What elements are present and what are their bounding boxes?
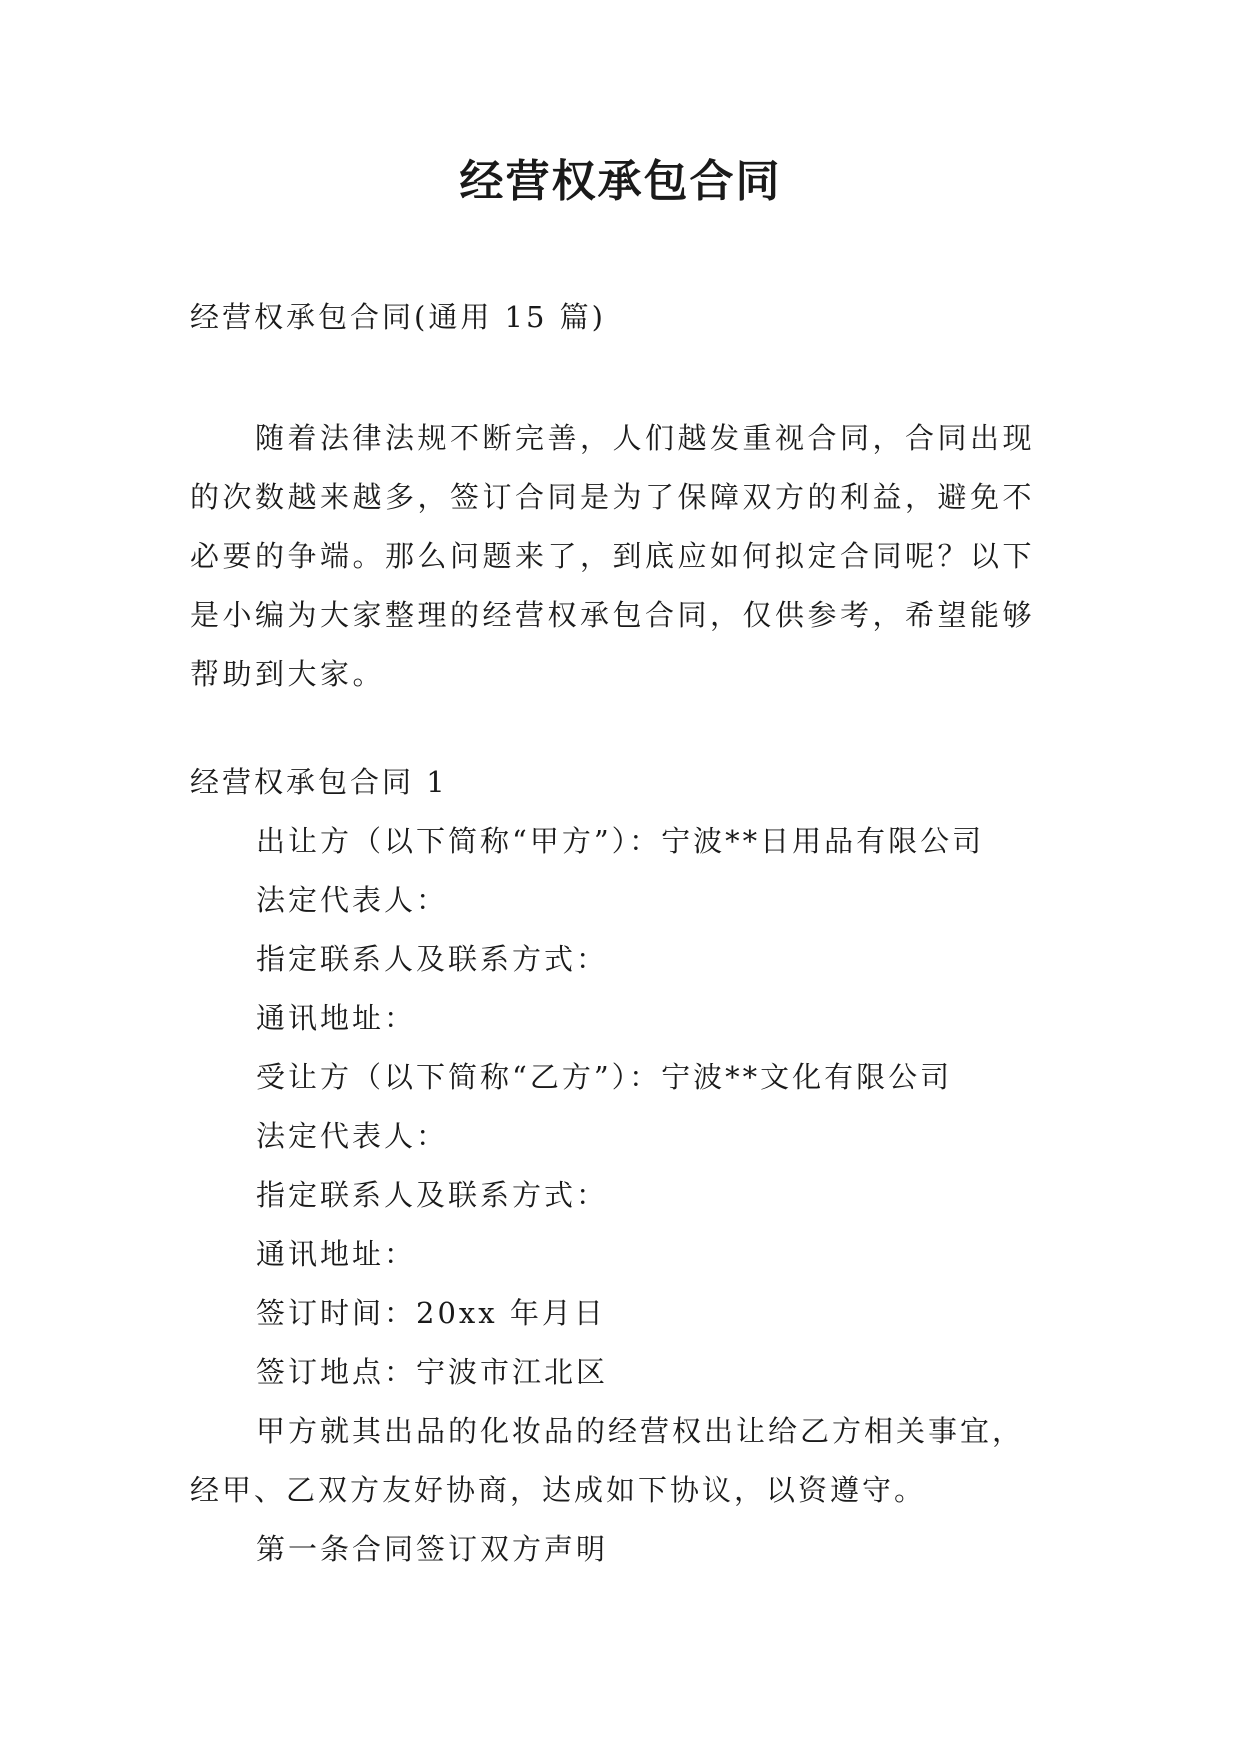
- party-a-name: 出让方（以下简称“甲方”）：宁波**日用品有限公司: [256, 824, 985, 858]
- intro-paragraph: [190, 409, 1070, 704]
- intro-line: 必要的争端。那么问题来了，到底应如何拟定合同呢？以下: [190, 539, 1036, 573]
- party-b-representative: 法定代表人：: [256, 1119, 449, 1153]
- intro-line: 是小编为大家整理的经营权承包合同，仅供参考，希望能够: [190, 598, 1036, 632]
- party-a-contact: 指定联系人及联系方式：: [256, 942, 609, 976]
- party-a-representative: 法定代表人：: [256, 883, 449, 917]
- intro-line: 的次数越来越多，签订合同是为了保障双方的利益，避免不: [190, 480, 1036, 514]
- party-b-name: 受让方（以下简称“乙方”）：宁波**文化有限公司: [256, 1060, 953, 1094]
- party-b-contact: 指定联系人及联系方式：: [256, 1178, 609, 1212]
- article-heading: 第一条合同签订双方声明: [256, 1532, 609, 1566]
- sign-time: 签订时间：20xx 年月日: [256, 1296, 606, 1330]
- sign-place: 签订地点：宁波市江北区: [256, 1355, 609, 1389]
- agreement-line: 甲方就其出品的化妆品的经营权出让给乙方相关事宜，: [256, 1414, 1025, 1448]
- intro-line: 帮助到大家。: [190, 657, 386, 691]
- section-heading: 经营权承包合同 1: [190, 765, 448, 799]
- party-b-address: 通讯地址：: [256, 1237, 417, 1271]
- intro-line: 随着法律法规不断完善，人们越发重视合同，合同出现: [190, 421, 1036, 455]
- party-a-address: 通讯地址：: [256, 1001, 417, 1035]
- agreement-line: 经甲、乙双方友好协商，达成如下协议，以资遵守。: [190, 1473, 927, 1507]
- document-title: 经营权承包合同: [459, 156, 782, 207]
- document-subtitle: 经营权承包合同(通用 15 篇): [190, 300, 606, 334]
